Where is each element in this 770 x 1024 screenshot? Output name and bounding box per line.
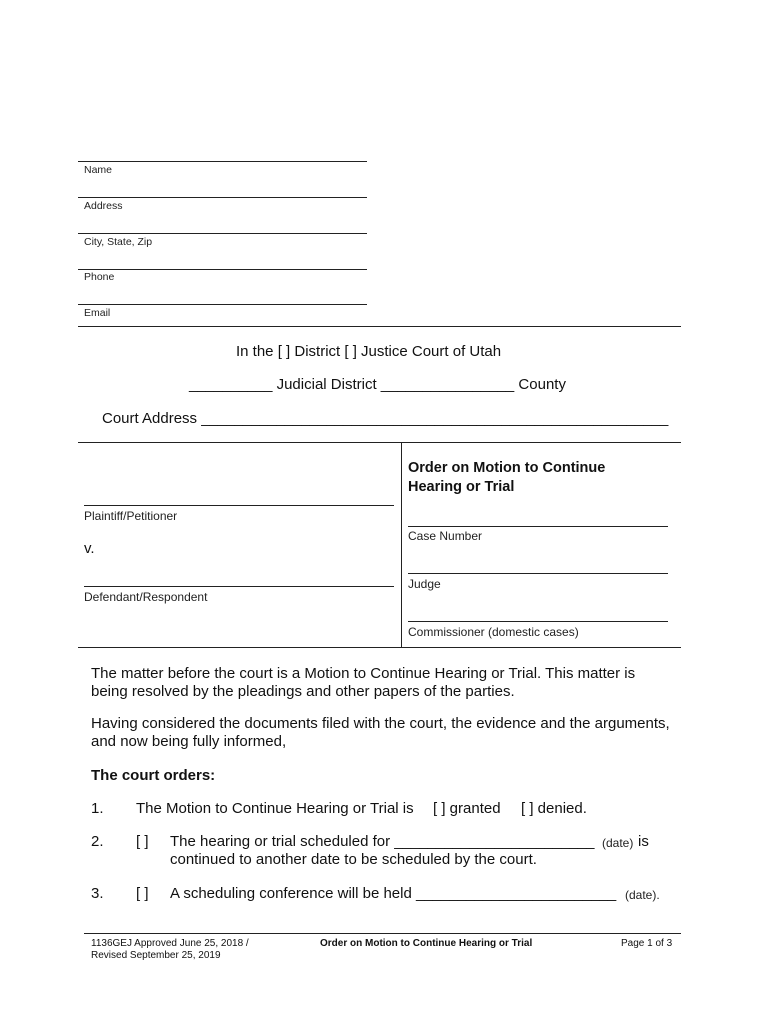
- caption-bottom-rule: [78, 647, 681, 648]
- phone-line: [78, 269, 367, 270]
- item1-denied-checkbox[interactable]: [ ] denied.: [521, 800, 587, 817]
- item1-text: The Motion to Continue Hearing or Trial is: [136, 800, 414, 817]
- name-line: [78, 161, 367, 162]
- judge-label: Judge: [408, 577, 441, 591]
- court-address-line: Court Address ________________________________________________________: [102, 410, 669, 427]
- email-label: Email: [84, 307, 111, 319]
- commissioner-line: [408, 621, 668, 622]
- item2-number: 2.: [91, 833, 104, 850]
- versus-text: v.: [84, 540, 95, 557]
- address-label: Address: [84, 200, 123, 212]
- phone-label: Phone: [84, 271, 115, 283]
- item2-date-label: (date): [602, 836, 634, 850]
- form-id-line1: 1136GEJ Approved June 25, 2018 /: [91, 938, 249, 949]
- city-line: [78, 233, 367, 234]
- para2-line2: and now being fully informed,: [91, 733, 287, 750]
- orders-heading: The court orders:: [91, 767, 216, 784]
- caption-top-rule: [78, 442, 681, 443]
- item3-text: A scheduling conference will be held ________________________: [170, 885, 617, 902]
- form-id-line2: Revised September 25, 2019: [91, 950, 221, 961]
- judicial-district-line: __________ Judicial District ________________ County: [189, 376, 566, 393]
- item2-is-text: is: [638, 833, 649, 850]
- footer-rule: [84, 933, 681, 934]
- document-title-line2: Hearing or Trial: [408, 479, 515, 495]
- header-rule: [78, 326, 681, 327]
- footer-title: Order on Motion to Continue Hearing or Trial: [320, 938, 533, 949]
- city-state-zip-label: City, State, Zip: [84, 236, 153, 248]
- item3-checkbox[interactable]: [ ]: [136, 885, 149, 902]
- document-title-line1: Order on Motion to Continue: [408, 460, 606, 476]
- defendant-line: [84, 586, 394, 587]
- item2-checkbox[interactable]: [ ]: [136, 833, 149, 850]
- plaintiff-line: [84, 505, 394, 506]
- page-number: Page 1 of 3: [621, 938, 673, 949]
- item1-number: 1.: [91, 800, 104, 817]
- address-line: [78, 197, 367, 198]
- caption-divider: [401, 442, 402, 647]
- item2-text: The hearing or trial scheduled for ________________________: [170, 833, 595, 850]
- para1-line2: being resolved by the pleadings and other papers of the parties.: [91, 683, 515, 700]
- name-label: Name: [84, 164, 113, 176]
- para2-line1: Having considered the documents filed with the court, the evidence and the arguments,: [91, 715, 670, 732]
- judge-line: [408, 573, 668, 574]
- commissioner-label: Commissioner (domestic cases): [408, 625, 579, 639]
- court-type-line: In the [ ] District [ ] Justice Court of Utah: [236, 343, 502, 360]
- item2-line2: continued to another date to be scheduled by the court.: [170, 851, 537, 868]
- case-number-line: [408, 526, 668, 527]
- item3-number: 3.: [91, 885, 104, 902]
- para1-line1: The matter before the court is a Motion to Continue Hearing or Trial. This matter is: [91, 665, 636, 682]
- item1-granted-checkbox[interactable]: [ ] granted: [433, 800, 501, 817]
- defendant-label: Defendant/Respondent: [84, 590, 208, 604]
- plaintiff-label: Plaintiff/Petitioner: [84, 509, 178, 523]
- email-line: [78, 304, 367, 305]
- item3-date-label: (date).: [625, 888, 660, 902]
- case-number-label: Case Number: [408, 529, 483, 543]
